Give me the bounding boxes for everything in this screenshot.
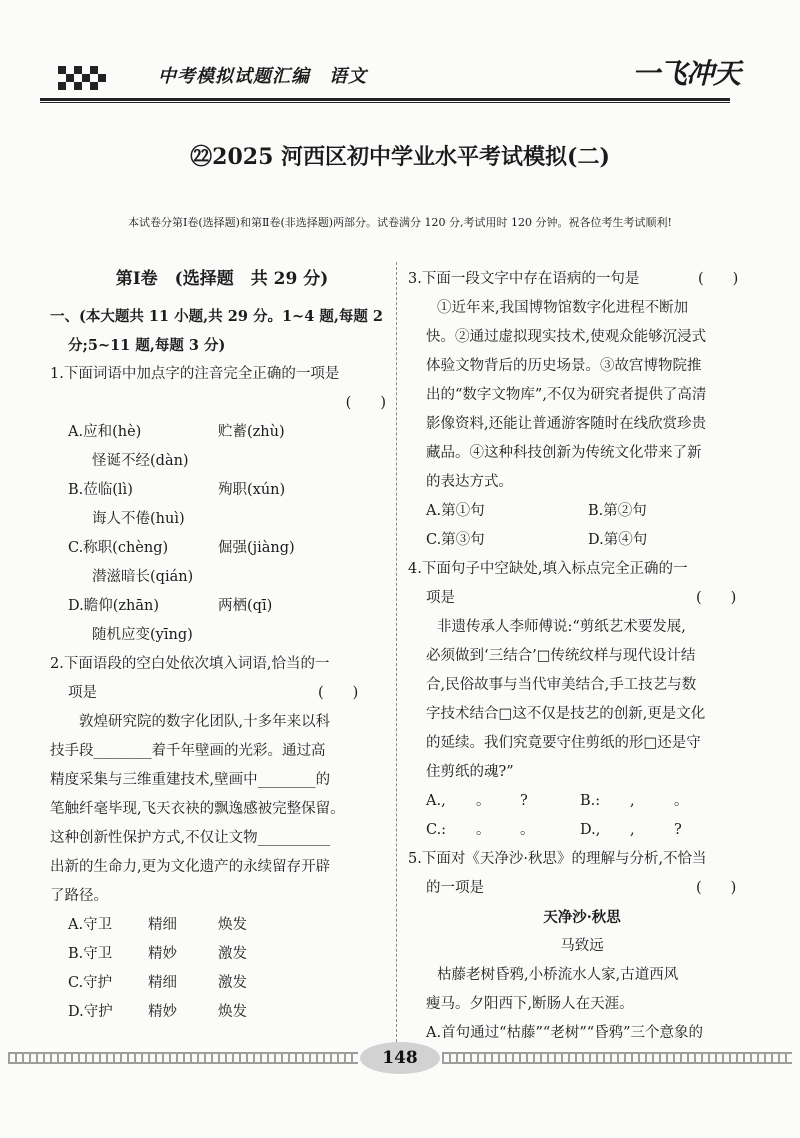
option-row bbox=[50, 476, 394, 505]
passage-line: 的表达方式。 bbox=[426, 474, 513, 490]
option-item: A.第①句 bbox=[426, 503, 485, 519]
option-row bbox=[50, 418, 394, 447]
option-item: 潜滋暗长(qián) bbox=[92, 569, 194, 585]
option-item: B.莅临(lì) bbox=[68, 482, 133, 498]
option-item: D., bbox=[580, 822, 601, 838]
option-row bbox=[408, 816, 756, 845]
passage-line: 快。②通过虚拟现实技术,使观众能够沉浸式 bbox=[426, 329, 707, 345]
page-number: 148 bbox=[382, 1048, 418, 1068]
passage-line: 精度采集与三维重建技术,壁画中________的 bbox=[50, 772, 331, 788]
question-4-passage bbox=[408, 613, 756, 787]
header-rule-thin bbox=[40, 102, 730, 103]
question-1-options bbox=[50, 418, 394, 650]
passage-line: 技手段________着千年壁画的光彩。通过高 bbox=[50, 743, 326, 759]
page-footer bbox=[0, 1038, 800, 1078]
option-item: 精细 bbox=[148, 975, 177, 991]
option-item: B.: bbox=[580, 793, 601, 809]
series-title: 中考模拟试题汇编 语文 bbox=[158, 66, 367, 87]
option-item: 怪诞不经(dàn) bbox=[92, 453, 189, 469]
option-item: C.: bbox=[426, 822, 447, 838]
poem-author: 马致远 bbox=[560, 938, 604, 954]
passage-line: 体验文物背后的历史场景。③故宫博物院推 bbox=[426, 358, 702, 374]
option-item: C.守护 bbox=[68, 975, 113, 991]
option-item: ? bbox=[520, 793, 528, 809]
passage-line: 藏品。④这种科技创新为传统文化带来了新 bbox=[426, 445, 702, 461]
option-item: 焕发 bbox=[218, 1004, 247, 1020]
option-row bbox=[50, 911, 394, 940]
option-row bbox=[50, 969, 394, 998]
answer-paren: ( ) bbox=[696, 590, 737, 606]
option-row bbox=[50, 592, 394, 621]
question-3-stem: 3.下面一段文字中存在语病的一句是 bbox=[408, 271, 640, 287]
option-item: 殉职(xún) bbox=[218, 482, 286, 498]
left-column bbox=[50, 265, 394, 1027]
option-item: B.守卫 bbox=[68, 946, 113, 962]
option-item: , bbox=[630, 822, 635, 838]
question-2-stem: 2.下面语段的空白处依次填入词语,恰当的一 bbox=[50, 656, 330, 672]
answer-paren: ( ) bbox=[318, 685, 359, 701]
exam-title: ㉒2025 河西区初中学业水平考试模拟(二) bbox=[190, 144, 610, 170]
option-row bbox=[50, 998, 394, 1027]
option-item: 倔强(jiàng) bbox=[218, 540, 295, 556]
answer-paren: ( ) bbox=[345, 395, 386, 411]
question-3-stem-row bbox=[408, 265, 756, 294]
decorative-border bbox=[8, 1052, 358, 1064]
passage-line: 出新的生命力,更为文化遗产的永续留存开辟 bbox=[50, 859, 331, 875]
passage-line: 合,民俗故事与当代审美结合,手工技艺与数 bbox=[426, 677, 697, 693]
option-row bbox=[408, 497, 756, 526]
poem-title: 天净沙·秋思 bbox=[543, 909, 621, 926]
right-column bbox=[408, 265, 756, 1048]
option-item: B.第②句 bbox=[588, 503, 647, 519]
passage-line: 了路径。 bbox=[50, 888, 108, 904]
passage-line: 非遗传承人李师傅说:“剪纸艺术要发展, bbox=[437, 619, 686, 635]
passage-line: 必须做到‘三结合’□传统纹样与现代设计结 bbox=[426, 648, 696, 664]
decorative-border bbox=[442, 1052, 792, 1064]
header-rule bbox=[40, 98, 730, 101]
option-item: 精细 bbox=[148, 917, 177, 933]
option-item: 贮蓄(zhù) bbox=[218, 424, 285, 440]
option-item: ? bbox=[674, 822, 682, 838]
column-divider bbox=[396, 262, 397, 1042]
option-row bbox=[408, 526, 756, 555]
passage-line: 影像资料,还能让普通游客随时在线欣赏珍贵 bbox=[426, 416, 707, 432]
question-4-stem: 项是 bbox=[426, 590, 455, 606]
passage-line: 这种创新性保护方式,不仅让文物__________ bbox=[50, 830, 331, 846]
passage-line: 的延续。我们究竟要守住剪纸的形□还是守 bbox=[426, 735, 701, 751]
option-item: 激发 bbox=[218, 946, 247, 962]
option-item: A.守卫 bbox=[68, 917, 113, 933]
poem-line: 枯藤老树昏鸦,小桥流水人家,古道西风 bbox=[437, 967, 679, 983]
question-5-stem-row bbox=[408, 874, 756, 903]
passage-line: 住剪纸的魂?” bbox=[426, 764, 514, 780]
option-item: D.瞻仰(zhān) bbox=[68, 598, 159, 614]
option-item: D.守护 bbox=[68, 1004, 113, 1020]
option-item: A.首句通过“枯藤”“老树”“昏鸦”三个意象的 bbox=[426, 1025, 704, 1041]
answer-paren: ( ) bbox=[698, 271, 739, 287]
passage-line: 字技术结合□这不仅是技艺的创新,更是文化 bbox=[426, 706, 706, 722]
option-item: 两栖(qī) bbox=[218, 598, 273, 614]
question-3-options bbox=[408, 497, 756, 555]
passage-line: 出的“数字文物库”,不仅为研究者提供了高清 bbox=[426, 387, 707, 403]
section-heading: 第Ⅰ卷 (选择题 共 29 分) bbox=[115, 269, 329, 289]
option-item: D.第④句 bbox=[588, 532, 648, 548]
exam-intro: 本试卷分第Ⅰ卷(选择题)和第Ⅱ卷(非选择题)两部分。试卷满分 120 分,考试用时 120 分钟。祝各位考生考试顺利! bbox=[128, 216, 672, 229]
option-item: 诲人不倦(huì) bbox=[92, 511, 185, 527]
passage-line: 笔触纤毫毕现,飞天衣袂的飘逸感被完整保留。 bbox=[50, 801, 345, 817]
option-row bbox=[408, 787, 756, 816]
answer-paren: ( ) bbox=[696, 880, 737, 896]
question-4-stem: 4.下面句子中空缺处,填入标点完全正确的一 bbox=[408, 561, 688, 577]
option-item: A., bbox=[426, 793, 446, 809]
option-row bbox=[50, 534, 394, 563]
part-instruction: 分;5~11 题,每题 3 分) bbox=[68, 337, 226, 354]
option-item: C.称职(chèng) bbox=[68, 540, 169, 556]
question-4-stem-row bbox=[408, 584, 756, 613]
option-item: 激发 bbox=[218, 975, 247, 991]
option-item: 。 bbox=[674, 793, 689, 809]
question-2-options bbox=[50, 911, 394, 1027]
option-item: 随机应变(yīng) bbox=[92, 627, 193, 643]
poem-line: 瘦马。夕阳西下,断肠人在天涯。 bbox=[426, 996, 634, 1012]
checker-pattern-logo bbox=[58, 66, 106, 92]
option-item: A.应和(hè) bbox=[68, 424, 142, 440]
question-5-stem: 5.下面对《天净沙·秋思》的理解与分析,不恰当 bbox=[408, 851, 707, 867]
question-4-options bbox=[408, 787, 756, 845]
part-instruction: 一、(本大题共 11 小题,共 29 分。1~4 题,每题 2 bbox=[50, 308, 384, 325]
option-item: 。 bbox=[520, 822, 535, 838]
option-item: C.第③句 bbox=[426, 532, 485, 548]
option-item: , bbox=[630, 793, 635, 809]
option-item: 焕发 bbox=[218, 917, 247, 933]
brand-logo: 一飞冲天 bbox=[631, 57, 740, 90]
option-item: 。 bbox=[476, 793, 491, 809]
question-3-passage bbox=[408, 294, 756, 497]
option-item: 精妙 bbox=[148, 946, 177, 962]
question-2-stem: 项是 bbox=[68, 685, 97, 701]
question-1-stem: 1.下面词语中加点字的注音完全正确的一项是 bbox=[50, 366, 340, 382]
passage-line: ①近年来,我国博物馆数字化进程不断加 bbox=[437, 300, 689, 316]
question-2-passage bbox=[50, 708, 394, 911]
option-item: 。 bbox=[476, 822, 491, 838]
passage-line: 敦煌研究院的数字化团队,十多年来以科 bbox=[79, 714, 331, 730]
question-2-stem-row bbox=[50, 679, 394, 708]
option-item: 精妙 bbox=[148, 1004, 177, 1020]
page-header bbox=[40, 52, 760, 96]
question-5-stem: 的一项是 bbox=[426, 880, 484, 896]
option-row bbox=[50, 940, 394, 969]
